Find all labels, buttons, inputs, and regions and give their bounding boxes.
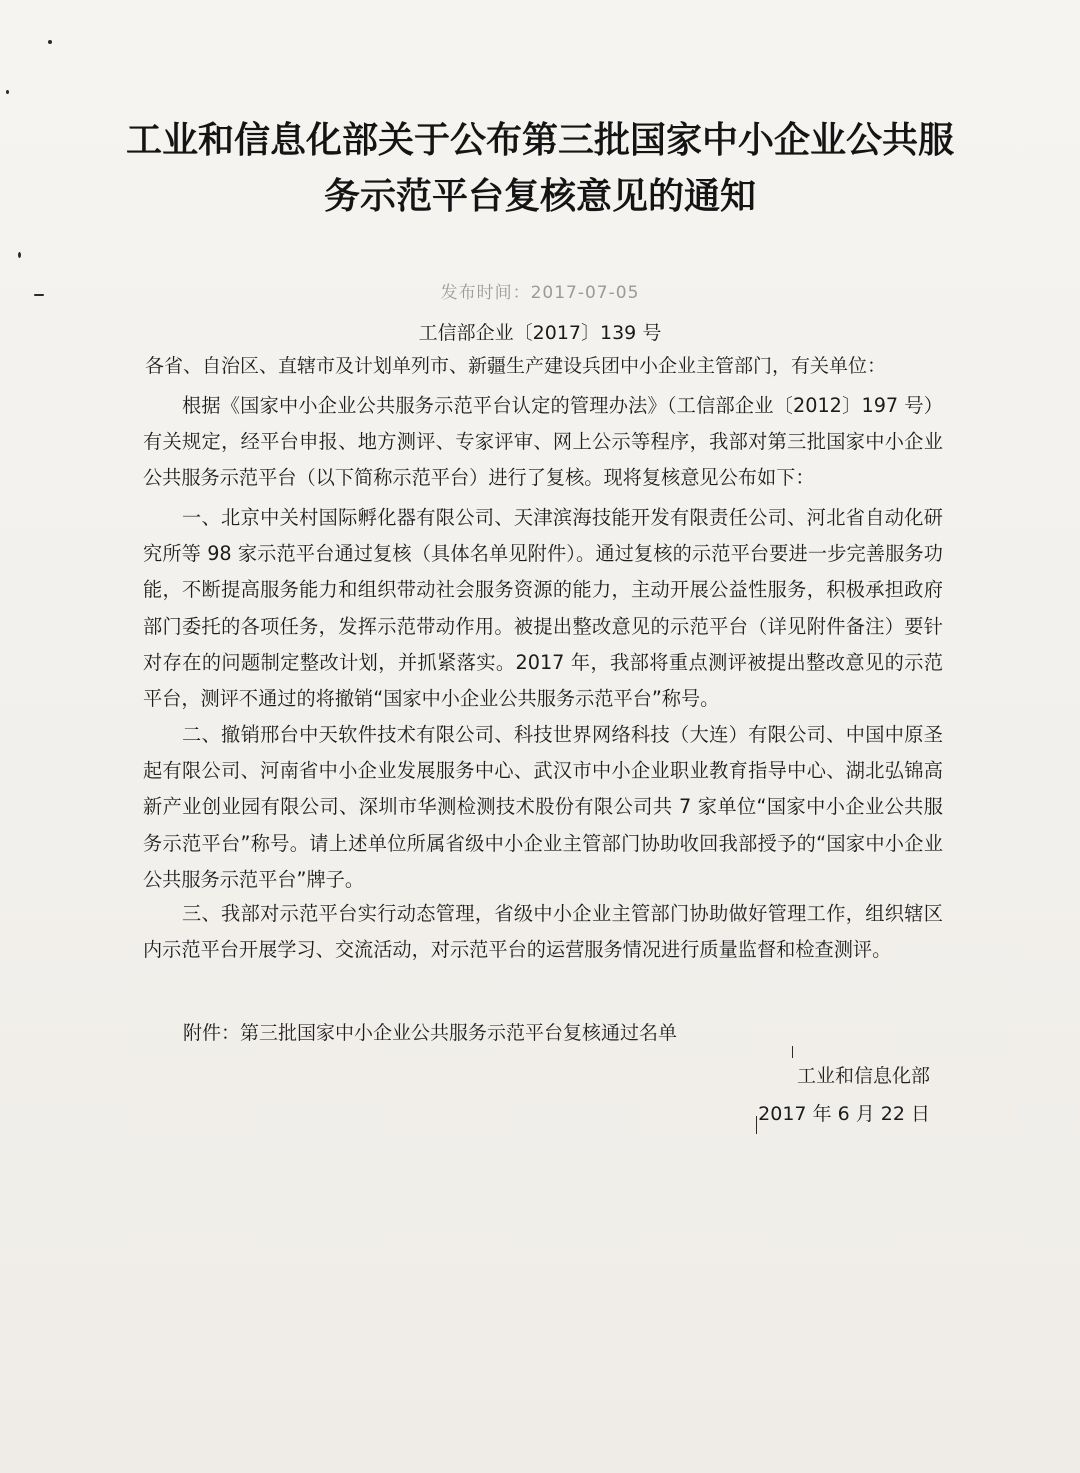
scan-speck	[6, 90, 9, 94]
paragraph-1: 一、北京中关村国际孵化器有限公司、天津滨海技能开发有限责任公司、河北省自动化研究所等 98 家示范平台通过复核（具体名单见附件）。通过复核的示范平台要进一步完善服务功能，不断提高服务能力和组织带动社会服务资源的能力，主动开展公益性服务，积极承担政府部门委托的各项任务，发挥示范带动作用。被提出整改意见的示范平台（详见附件备注）要针对存在的问题制定整改计划，并抓紧落实。2017 年，我部将重点测评被提出整改意见的示范平台，测评不通过的将撤销“国家中小企业公共服务示范平台”称号。	[143, 506, 943, 711]
paragraph-intro: 根据《国家中小企业公共服务示范平台认定的管理办法》（工信部企业〔2012〕197 号）有关规定，经平台申报、地方测评、专家评审、网上公示等程序，我部对第三批国家中小企业公共服务示范平台（以下简称示范平台）进行了复核。现将复核意见公布如下：	[143, 394, 943, 490]
document-title-line-1: 工业和信息化部关于公布第三批国家中小企业公共服	[125, 120, 954, 161]
scan-speck	[756, 1116, 757, 1134]
scan-speck	[34, 294, 44, 296]
scan-speck	[18, 252, 21, 258]
document-title-line-2: 务示范平台复核意见的通知	[323, 176, 756, 217]
salutation: 各省、自治区、直辖市及计划单列市、新疆生产建设兵团中小企业主管部门，有关单位：	[145, 355, 887, 377]
scan-speck	[792, 1046, 793, 1058]
scan-speck	[48, 40, 52, 44]
attachment-line: 附件：第三批国家中小企业公共服务示范平台复核通过名单	[183, 1022, 678, 1044]
document-number: 工信部企业〔2017〕139 号	[418, 322, 662, 344]
signature-organization: 工业和信息化部	[796, 1065, 930, 1087]
paragraph-3: 三、我部对示范平台实行动态管理，省级中小企业主管部门协助做好管理工作，组织辖区内示范平台开展学习、交流活动，对示范平台的运营服务情况进行质量监督和检查测评。	[143, 902, 943, 962]
publish-time: 发布时间：2017-07-05	[440, 283, 640, 303]
paragraph-2: 二、撤销邢台中天软件技术有限公司、科技世界网络科技（大连）有限公司、中国中原圣起有限公司、河南省中小企业发展服务中心、武汉市中小企业职业教育指导中心、湖北弘锦高新产业创业园有限公司、深圳市华测检测技术股份有限公司共 7 家单位“国家中小企业公共服务示范平台”称号。请上述单位所属省级中小企业主管部门协助收回我部授予的“国家中小企业公共服务示范平台”牌子。	[143, 723, 943, 891]
signature-date: 2017 年 6 月 22 日	[758, 1103, 930, 1125]
